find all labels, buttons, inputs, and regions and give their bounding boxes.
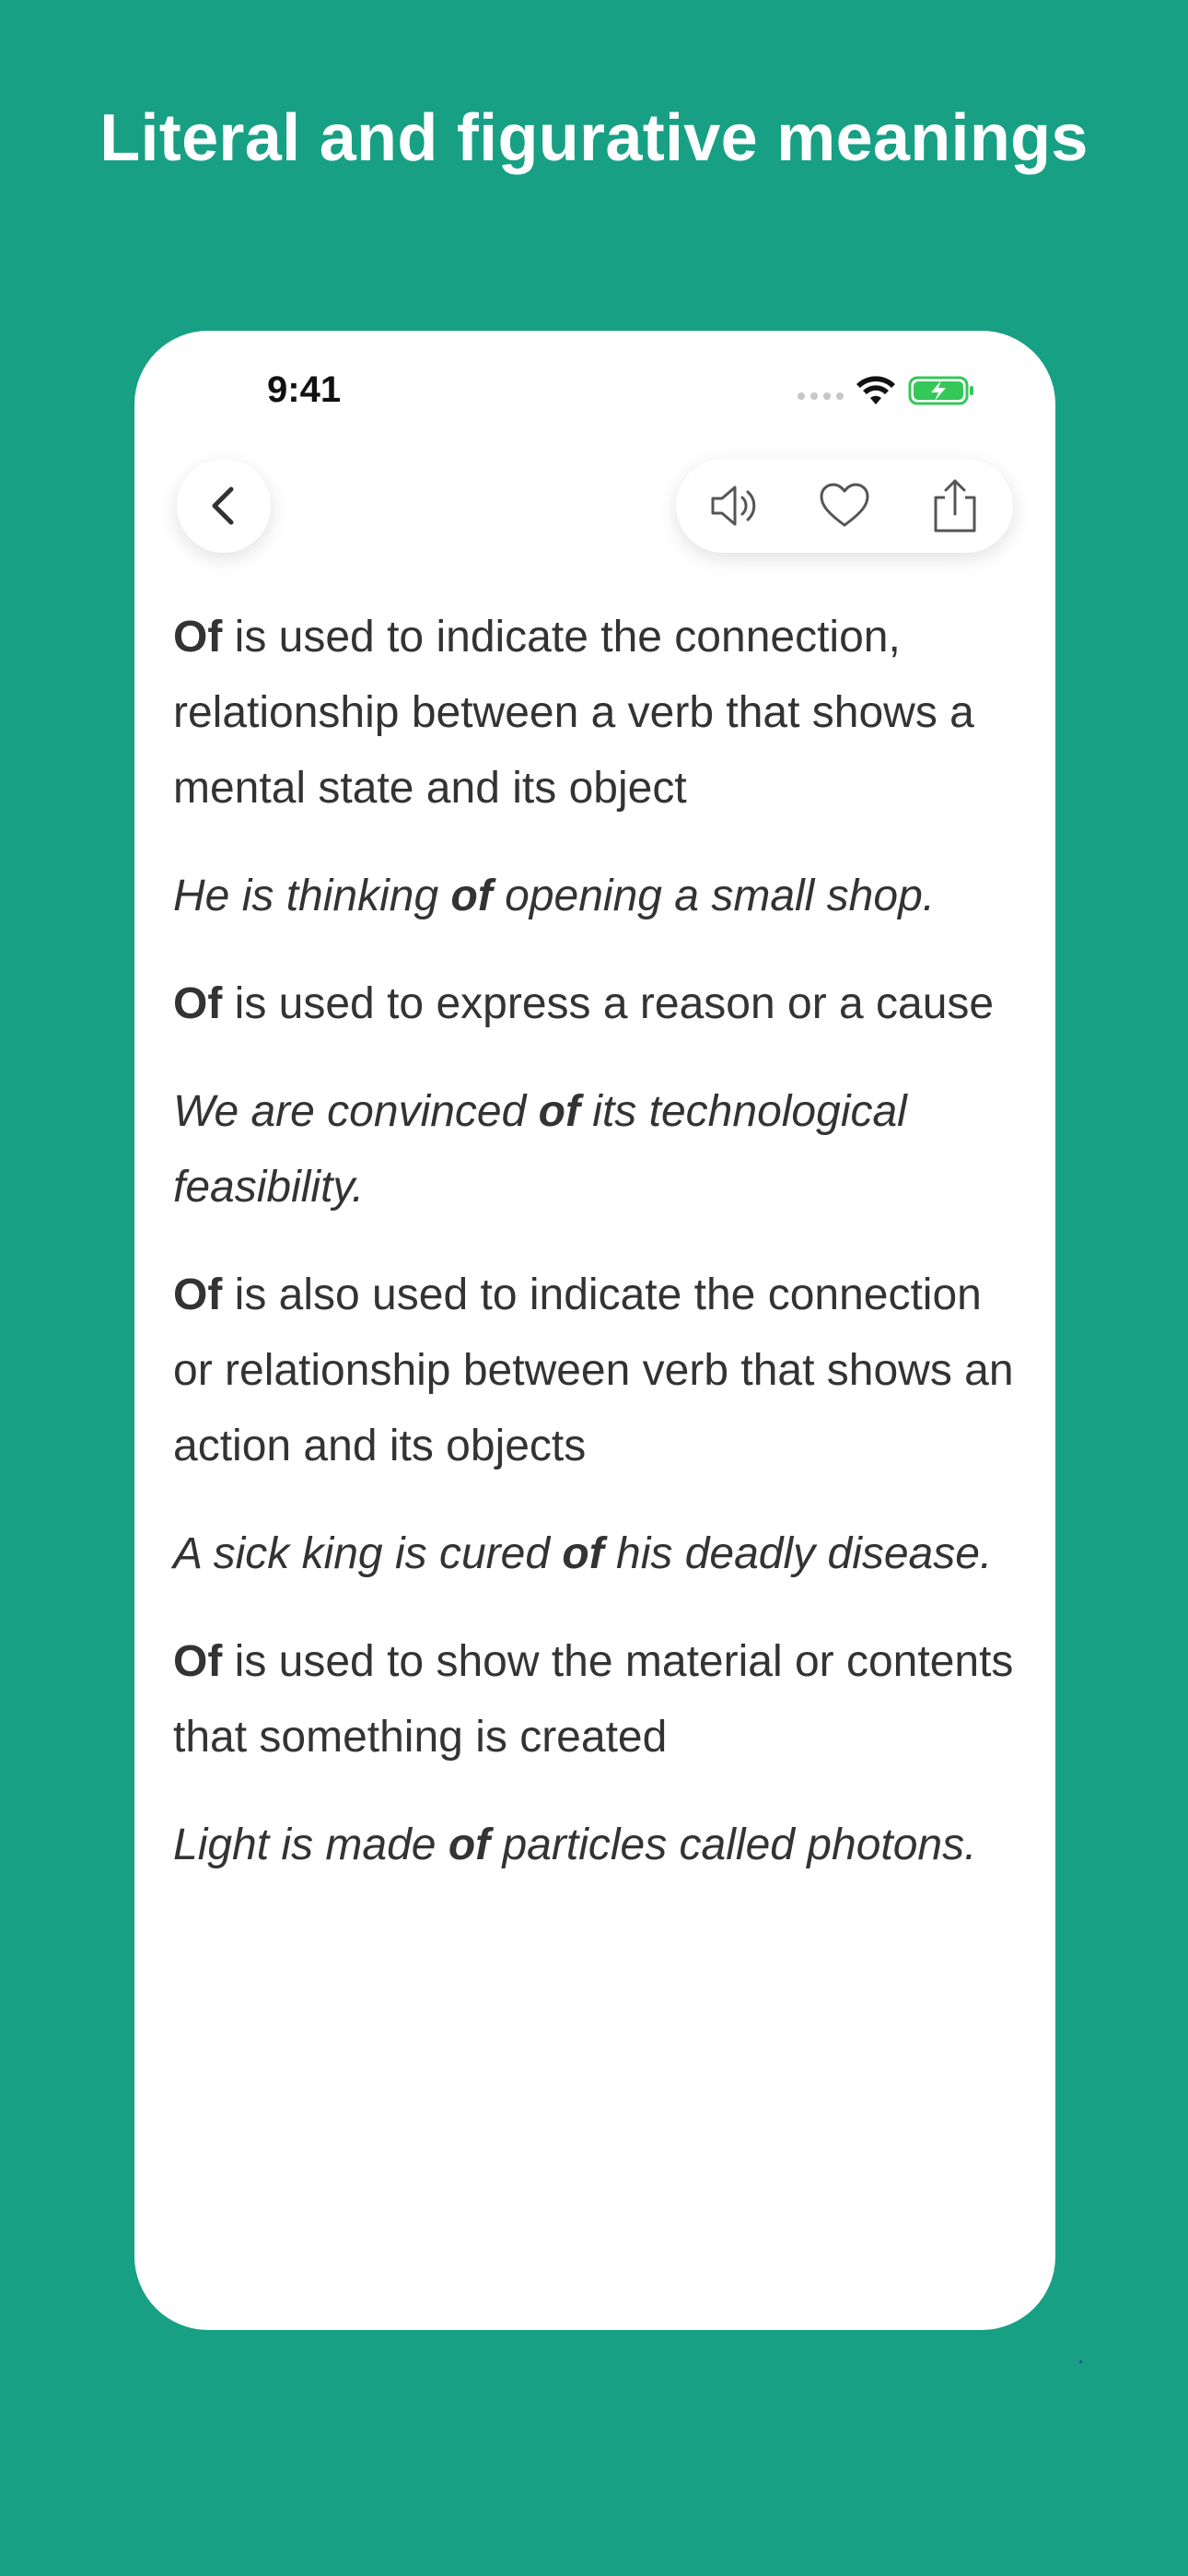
speaker-button[interactable] <box>702 474 766 538</box>
favorite-button[interactable] <box>812 474 877 538</box>
action-toolbar <box>676 459 1013 553</box>
term-highlight: Of <box>173 1270 223 1319</box>
definition-3 <box>173 1258 1020 1484</box>
decorative-dot <box>1079 2360 1082 2363</box>
example-text: its technological feasibility. <box>173 1087 907 1212</box>
wifi-icon <box>855 375 897 406</box>
term-highlight: Of <box>173 979 223 1028</box>
definition-text: is also used to indicate the connection or relationship between verb that shows an action and its objects <box>173 1270 1014 1470</box>
definition-1 <box>173 600 1020 826</box>
term-highlight: of <box>450 872 493 920</box>
share-button[interactable] <box>923 474 987 538</box>
example-text: A sick king is cured <box>173 1529 563 1578</box>
share-icon <box>928 477 982 534</box>
chevron-left-icon <box>205 484 242 528</box>
example-1 <box>173 859 1020 934</box>
example-text: his deadly disease. <box>603 1529 993 1578</box>
term-highlight: of <box>562 1529 604 1578</box>
example-text: opening a small shop. <box>492 872 936 920</box>
definition-2 <box>173 966 1020 1042</box>
back-button[interactable] <box>177 459 271 553</box>
example-text: We are convinced <box>173 1087 539 1136</box>
phone-screen <box>134 331 1055 2330</box>
heart-icon <box>818 479 871 533</box>
example-text: particles called photons. <box>490 1821 977 1869</box>
speaker-icon <box>707 479 761 533</box>
definition-text: is used to indicate the connection, relationship between a verb that shows a mental state and its object <box>173 613 974 813</box>
term-highlight: of <box>448 1821 491 1869</box>
definition-4 <box>173 1624 1020 1775</box>
example-text: He is thinking <box>173 872 451 920</box>
example-2 <box>173 1074 1020 1225</box>
status-time: 9:41 <box>267 369 342 410</box>
example-3 <box>173 1516 1020 1592</box>
term-highlight: Of <box>173 613 223 662</box>
definition-text: is used to show the material or contents that something is created <box>173 1637 1014 1762</box>
example-4 <box>173 1808 1020 1883</box>
meaning-content <box>173 600 1020 1915</box>
battery-charging-icon <box>908 375 976 406</box>
page-headline: Literal and figurative meanings <box>99 101 1089 175</box>
cellular-dots-icon <box>798 392 844 400</box>
term-highlight: Of <box>173 1637 223 1686</box>
definition-text: is used to express a reason or a cause <box>222 979 995 1028</box>
example-text: Light is made <box>173 1821 448 1869</box>
status-icons <box>798 375 976 406</box>
term-highlight: of <box>538 1087 580 1136</box>
